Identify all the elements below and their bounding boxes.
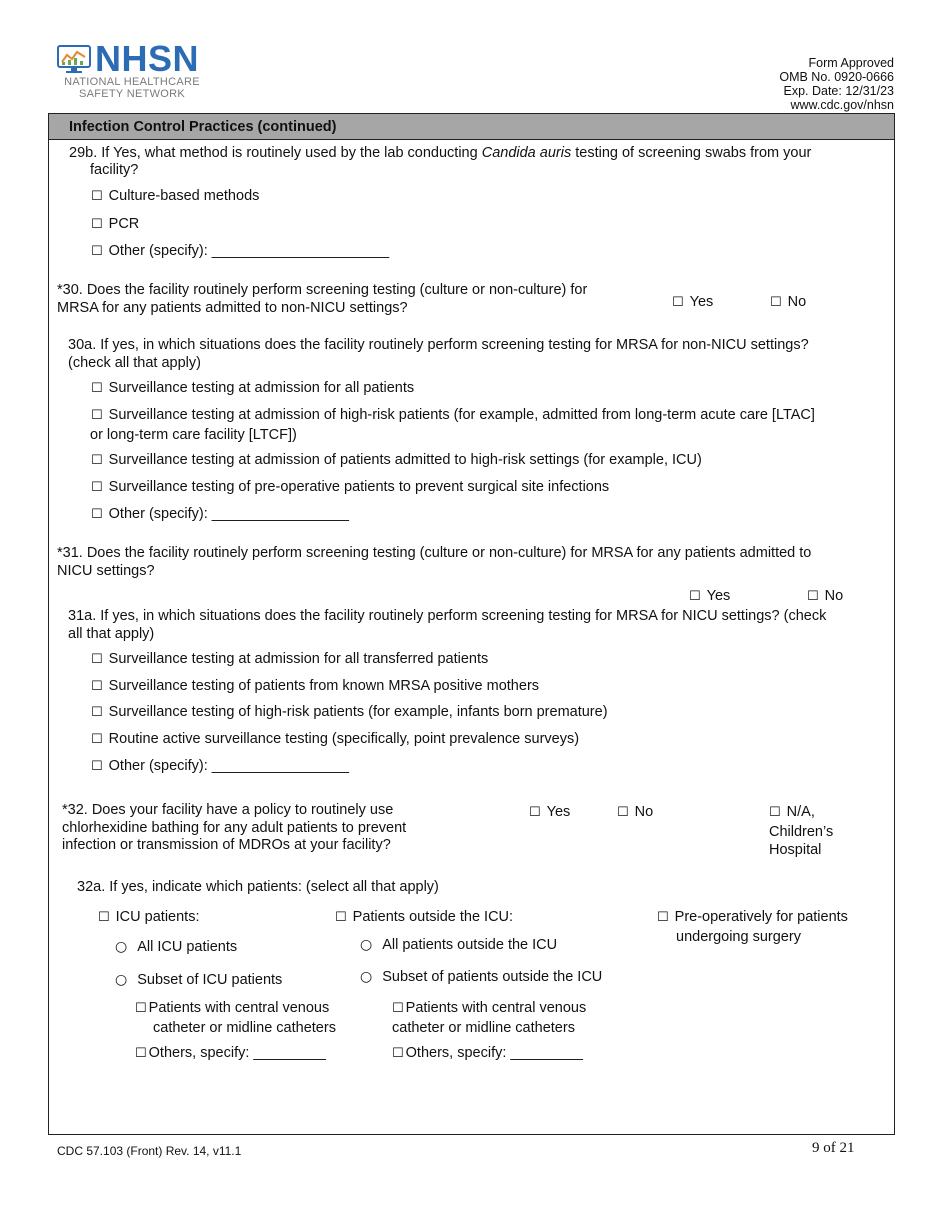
q29b-option-culture[interactable]: ☐ Culture-based methods bbox=[91, 187, 259, 206]
q31a-option-transferred[interactable]: ☐ Surveillance testing at admission for all transferred patients bbox=[91, 650, 488, 669]
q31-question-line2: NICU settings? bbox=[57, 563, 155, 579]
q32a-outside-subset-radio[interactable]: ○ Subset of patients outside the ICU bbox=[360, 968, 602, 986]
q32a-preop-line2: undergoing surgery bbox=[676, 929, 801, 945]
logo-wordmark: NHSN bbox=[95, 38, 200, 79]
q32a-outside-cvc-checkbox[interactable]: ☐ Patients with central venous bbox=[392, 999, 586, 1018]
q32-question: *32. Does your facility have a policy to routinely use bbox=[62, 802, 394, 818]
q31a-option-point-prevalence[interactable]: ☐ Routine active surveillance testing (specifically, point prevalence surveys) bbox=[91, 730, 579, 749]
q32a-icu-cvc-checkbox[interactable]: ☐ Patients with central venous bbox=[135, 999, 329, 1018]
q32a-icu-others-checkbox[interactable]: ☐ Others, specify: _________ bbox=[135, 1044, 326, 1063]
q31-no-checkbox[interactable]: ☐ No bbox=[807, 587, 843, 606]
q29b-question: 29b. If Yes, what method is routinely used by the lab conducting Candida auris testing of screening swabs from your bbox=[69, 145, 812, 161]
q30a-option-high-risk-patients-line2: or long-term care facility [LTCF]) bbox=[90, 427, 297, 443]
q31a-option-mrsa-mothers[interactable]: ☐ Surveillance testing of patients from known MRSA positive mothers bbox=[91, 677, 539, 696]
q30a-option-pre-operative[interactable]: ☐ Surveillance testing of pre-operative patients to prevent surgical site infections bbox=[91, 478, 609, 497]
q29b-option-pcr[interactable]: ☐ PCR bbox=[91, 215, 139, 234]
q30a-option-high-risk-patients[interactable]: ☐ Surveillance testing at admission of high-risk patients (for example, admitted from long-term acute care [LTAC] bbox=[91, 406, 815, 425]
website-url[interactable]: www.cdc.gov/nhsn bbox=[790, 98, 894, 112]
logo-subtitle-1: NATIONAL HEALTHCARE bbox=[64, 76, 200, 88]
q31a-question: 31a. If yes, in which situations does the facility routinely perform screening testing for MRSA for NICU settings? (check bbox=[68, 608, 827, 624]
q32-yes-checkbox[interactable]: ☐ Yes bbox=[529, 803, 570, 822]
q32a-question: 32a. If yes, indicate which patients: (select all that apply) bbox=[77, 879, 439, 895]
q30-yes-checkbox[interactable]: ☐ Yes bbox=[672, 293, 713, 312]
q32a-icu-cvc-line2: catheter or midline catheters bbox=[153, 1020, 336, 1036]
q31-question: *31. Does the facility routinely perform screening testing (culture or non-culture) for MRSA for any patients admitted to bbox=[57, 545, 812, 561]
q32-question-line3: infection or transmission of MDROs at your facility? bbox=[62, 837, 391, 853]
q32a-outside-others-checkbox[interactable]: ☐ Others, specify: _________ bbox=[392, 1044, 583, 1063]
q30a-question: 30a. If yes, in which situations does the facility routinely perform screening testing for MRSA for non-NICU settings? bbox=[68, 337, 809, 353]
q32a-outside-cvc-line2: catheter or midline catheters bbox=[392, 1020, 575, 1036]
q29b-question-line2: facility? bbox=[90, 162, 139, 178]
page-number: 9 of 21 bbox=[812, 1140, 855, 1156]
q32a-outside-all-radio[interactable]: ○ All patients outside the ICU bbox=[360, 936, 557, 954]
logo-subtitle-2: SAFETY NETWORK bbox=[78, 88, 186, 100]
q32-na-line3: Hospital bbox=[769, 842, 822, 858]
q30a-option-high-risk-settings[interactable]: ☐ Surveillance testing at admission of patients admitted to high-risk settings (for example, ICU) bbox=[91, 451, 702, 470]
q30-question-line2: MRSA for any patients admitted to non-NICU settings? bbox=[57, 300, 408, 316]
section-title: Infection Control Practices (continued) bbox=[69, 119, 337, 135]
q31a-question-line2: all that apply) bbox=[68, 626, 155, 642]
q32a-icu-subset-radio[interactable]: ○ Subset of ICU patients bbox=[115, 971, 282, 989]
form-approved: Form Approved bbox=[808, 56, 894, 70]
q32-no-checkbox[interactable]: ☐ No bbox=[617, 803, 653, 822]
monitor-chart-icon bbox=[57, 45, 91, 75]
q32a-outside-icu-checkbox[interactable]: ☐ Patients outside the ICU: bbox=[335, 908, 513, 927]
q31a-option-other[interactable]: ☐ Other (specify): _________________ bbox=[91, 757, 349, 776]
omb-number: OMB No. 0920-0666 bbox=[779, 70, 894, 84]
form-id: CDC 57.103 (Front) Rev. 14, v11.1 bbox=[57, 1144, 242, 1158]
q31-yes-checkbox[interactable]: ☐ Yes bbox=[689, 587, 730, 606]
q32a-icu-all-radio[interactable]: ○ All ICU patients bbox=[115, 938, 237, 956]
q32-na-line2: Children’s bbox=[769, 824, 834, 840]
q30a-option-other[interactable]: ☐ Other (specify): _________________ bbox=[91, 505, 349, 524]
section-header-band bbox=[48, 113, 895, 140]
q32-question-line2: chlorhexidine bathing for any adult patients to prevent bbox=[62, 820, 407, 836]
q31a-option-high-risk[interactable]: ☐ Surveillance testing of high-risk patients (for example, infants born premature) bbox=[91, 703, 608, 722]
q29b-option-other[interactable]: ☐ Other (specify): ______________________ bbox=[91, 242, 389, 261]
q30a-question-line2: (check all that apply) bbox=[68, 355, 201, 371]
expiration-date: Exp. Date: 12/31/23 bbox=[783, 84, 894, 98]
q32-na-checkbox[interactable]: ☐ N/A, bbox=[769, 803, 815, 822]
q30-question: *30. Does the facility routinely perform screening testing (culture or non-culture) for bbox=[57, 282, 588, 298]
q30-no-checkbox[interactable]: ☐ No bbox=[770, 293, 806, 312]
q32a-icu-checkbox[interactable]: ☐ ICU patients: bbox=[98, 908, 199, 927]
q32a-preop-checkbox[interactable]: ☐ Pre-operatively for patients bbox=[657, 908, 848, 927]
q30a-option-admission-all[interactable]: ☐ Surveillance testing at admission for all patients bbox=[91, 379, 414, 398]
